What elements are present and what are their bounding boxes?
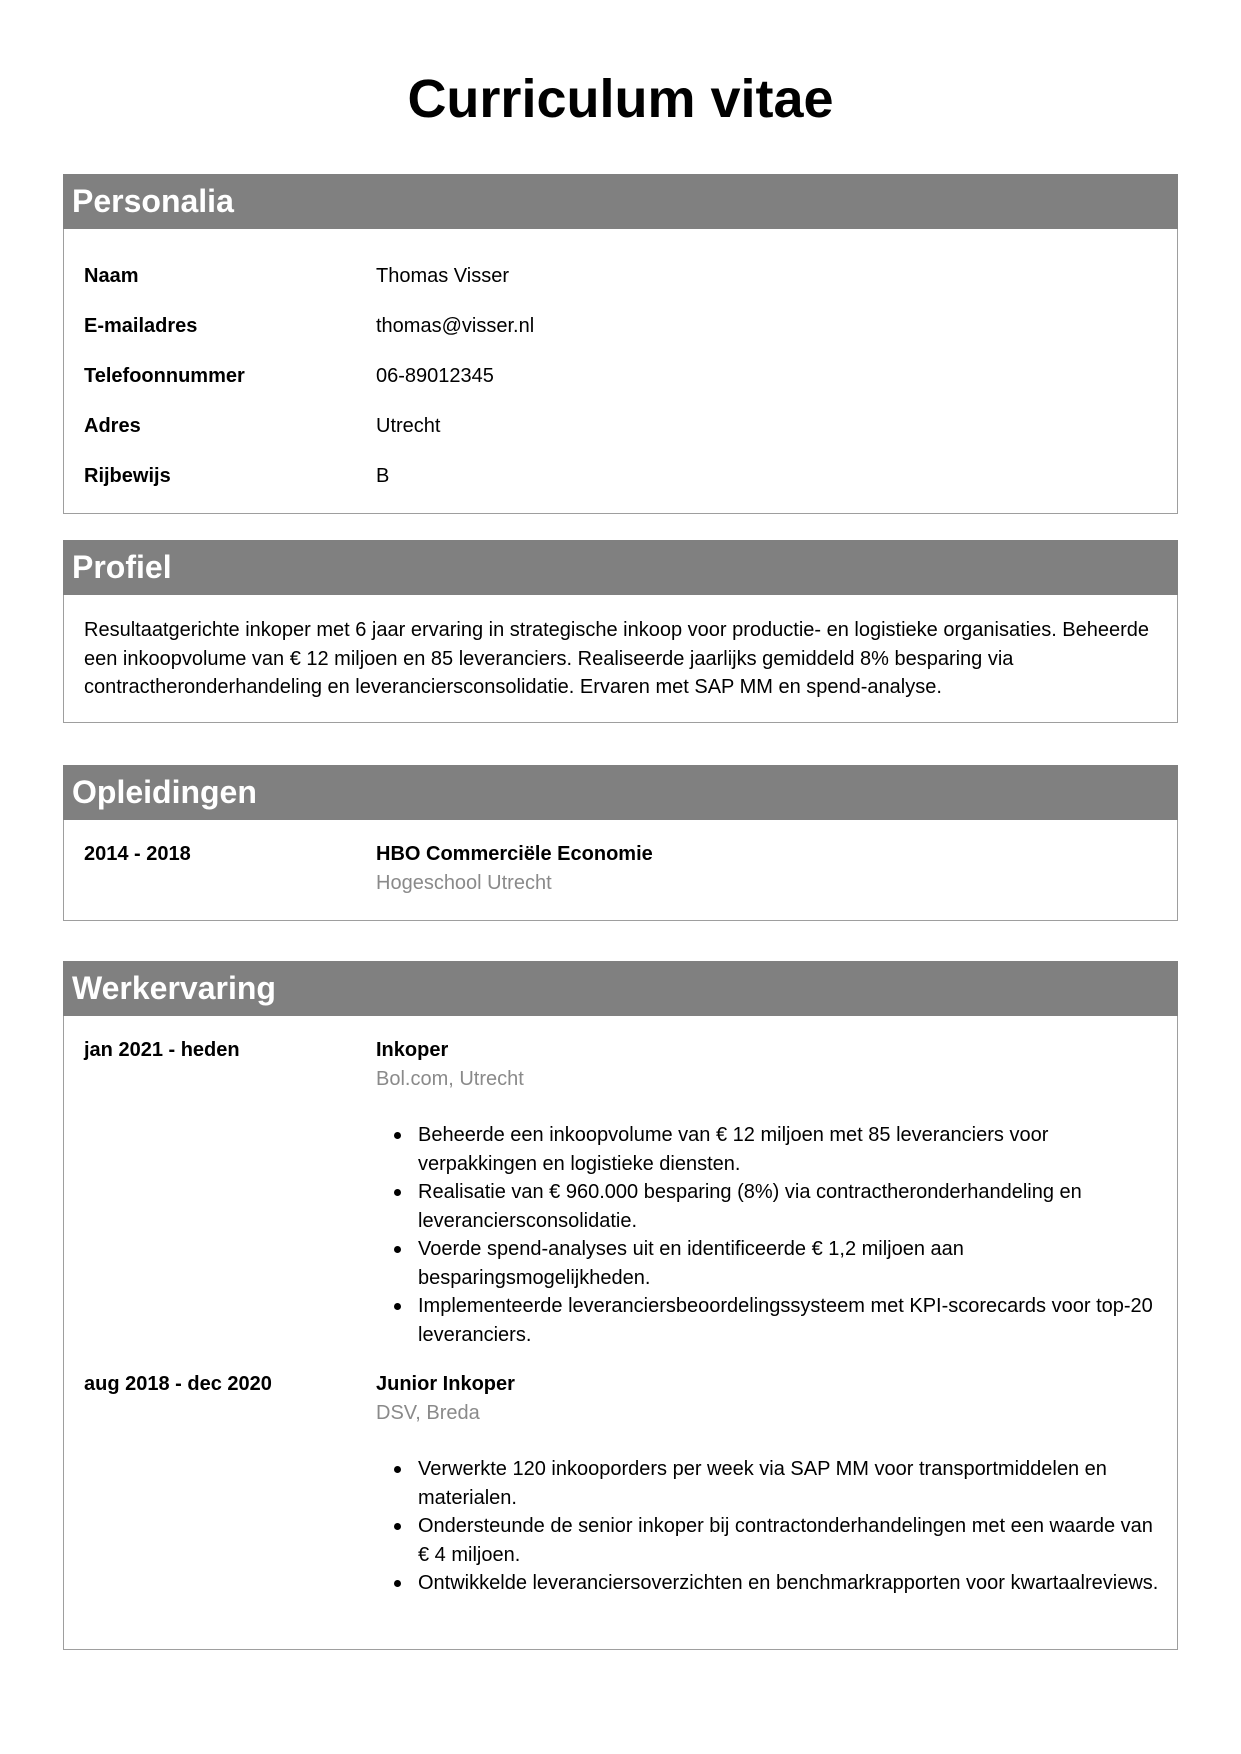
werk-title: Inkoper — [376, 1039, 449, 1061]
werkervaring-section — [63, 961, 1178, 1650]
werk-org: DSV, Breda — [376, 1401, 480, 1424]
werk-org: Bol.com, Utrecht — [376, 1067, 524, 1090]
werk-bullet: Ontwikkelde leveranciersoverzichten en benchmarkrapporten voor kwartaalreviews. — [418, 1569, 1177, 1598]
profiel-header: Profiel — [63, 540, 1178, 595]
personalia-row-email — [64, 301, 1177, 351]
personalia-table — [64, 229, 1177, 513]
werk-bullet: Ondersteunde de senior inkoper bij contractonderhandelingen met een waarde van € 4 miljoen. — [418, 1512, 1177, 1569]
personalia-row-telefoon — [64, 351, 1177, 401]
personalia-row-adres — [64, 401, 1177, 451]
werk-bullet-list — [376, 1121, 1177, 1349]
profiel-text: Resultaatgerichte inkoper met 6 jaar ervaring in strategische inkoop voor productie- en logistieke organisaties. Beheerde een inkoopvolume van € 12 miljoen en 85 leveranciers. Realiseerde jaarlijks gemiddeld 8% besparing via contractheronderhandeling en leveranciersconsolidatie. Ervaren met SAP MM en spend-analyse. — [84, 619, 1150, 698]
opleidingen-section — [63, 765, 1178, 921]
werk-body — [376, 1370, 1177, 1598]
personalia-value: thomas@visser.nl — [376, 314, 535, 337]
opleiding-org: Hogeschool Utrecht — [376, 871, 552, 894]
personalia-label: Telefoonnummer — [84, 364, 245, 387]
werk-bullet-list — [376, 1455, 1177, 1598]
werk-title: Junior Inkoper — [376, 1373, 515, 1395]
werk-body — [376, 1036, 1177, 1349]
page-title: Curriculum vitae — [407, 69, 834, 129]
personalia-value: 06-89012345 — [376, 364, 494, 387]
opleidingen-header: Opleidingen — [63, 765, 1178, 820]
opleiding-entry — [64, 820, 1177, 897]
werkervaring-header: Werkervaring — [63, 961, 1178, 1016]
werk-period: aug 2018 - dec 2020 — [84, 1373, 272, 1395]
personalia-section — [63, 174, 1178, 514]
profiel-section — [63, 540, 1178, 723]
personalia-value: Utrecht — [376, 414, 441, 437]
personalia-label: Naam — [84, 264, 139, 287]
personalia-label: E-mailadres — [84, 314, 198, 337]
werk-entry — [64, 1016, 1177, 1349]
werk-bullet: Beheerde een inkoopvolume van € 12 miljoen met 85 leveranciers voor verpakkingen en logistieke diensten. — [418, 1121, 1177, 1178]
personalia-label: Rijbewijs — [84, 464, 171, 487]
personalia-label: Adres — [84, 414, 141, 437]
personalia-row-naam — [64, 251, 1177, 301]
personalia-row-rijbewijs — [64, 451, 1177, 501]
opleiding-body — [376, 840, 1177, 897]
personalia-value: B — [376, 464, 390, 487]
opleiding-title: HBO Commerciële Economie — [376, 843, 653, 865]
werk-period: jan 2021 - heden — [84, 1039, 240, 1061]
werk-bullet: Voerde spend-analyses uit en identificeerde € 1,2 miljoen aan besparingsmogelijkheden. — [418, 1235, 1177, 1292]
werk-bullet: Verwerkte 120 inkooporders per week via SAP MM voor transportmiddelen en materialen. — [418, 1455, 1177, 1512]
werk-bullet: Implementeerde leveranciersbeoordelingssysteem met KPI-scorecards voor top-20 leveranciers. — [418, 1292, 1177, 1349]
personalia-header: Personalia — [63, 174, 1178, 229]
personalia-value: Thomas Visser — [376, 264, 510, 287]
werk-entry — [64, 1349, 1177, 1598]
werk-bullet: Realisatie van € 960.000 besparing (8%) via contractheronderhandeling en leveranciersconsolidatie. — [418, 1178, 1177, 1235]
opleiding-period: 2014 - 2018 — [84, 843, 191, 865]
